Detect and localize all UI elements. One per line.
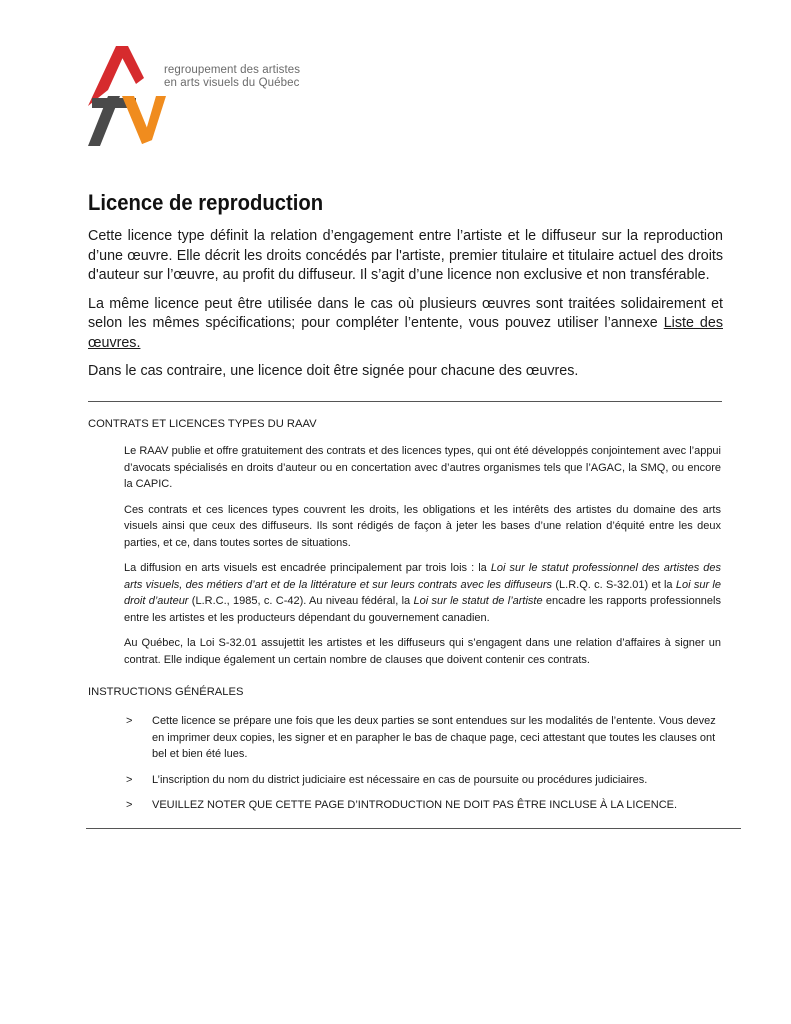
logo-line-2: en arts visuels du Québec bbox=[164, 77, 300, 89]
list-item bbox=[126, 772, 723, 789]
contrats-paragraph-4: Au Québec, la Loi S-32.01 assujettit les artistes et les diffuseurs qui s’engagent dans une relation d’affaires à signer un contrat. Elle indique également un certain nombre de clauses que doivent contenir ces contrats. bbox=[124, 637, 721, 666]
logo-red-stroke-right bbox=[116, 46, 144, 84]
list-item bbox=[126, 713, 723, 763]
chevron-right-icon: > bbox=[126, 773, 133, 786]
instruction-text: VEUILLEZ NOTER QUE CETTE PAGE D’INTRODUCTION NE DOIT PAS ÊTRE INCLUSE À LA LICENCE. bbox=[152, 799, 678, 811]
contrats-section bbox=[124, 443, 721, 677]
logo-orange-right bbox=[142, 96, 166, 144]
raav-logo-mark bbox=[86, 44, 166, 148]
logo-line-1: regroupement des artistes bbox=[164, 64, 301, 76]
intro-paragraph-1: Cette licence type définit la relation d’engagement entre l’artiste et le diffuseur sur la reproduction d’une œuvre. Elle décrit les droits concédés par l'artiste, premier titulaire et titulaire actuel des droits d'auteur sur l’œuvre, au profit du diffuseur. Il s’agit d’une licence non exclusive et non transférable. bbox=[88, 228, 723, 283]
law-title-droit-auteur: Loi sur le droit d’auteur bbox=[124, 578, 721, 607]
list-item bbox=[126, 797, 723, 814]
law-title-statut-professionnel: Loi sur le statut professionnel des artistes des arts visuels, des métiers d’art et de la littérature et sur leurs contrats avec les diffuseurs bbox=[124, 562, 721, 591]
law-text-g: encadre les rapports professionnels entre les artistes et les producteurs dépendant du gouvernement canadien. bbox=[124, 595, 721, 624]
logo-wordmark bbox=[164, 64, 300, 90]
instruction-text: Cette licence se prépare une fois que les deux parties se sont entendues sur les modalités de l’entente. Vous devez en imprimer deux copies, les signer et en parapher le bas de chaque page, ceci attestant que toutes les clauses ont bel et bien été lues. bbox=[152, 715, 716, 760]
law-text-a: La diffusion en arts visuels est encadrée principalement par trois lois : la bbox=[124, 562, 491, 574]
intro-paragraph-2-text: La même licence peut être utilisée dans le cas où plusieurs œuvres sont traitées solidairement et selon les mêmes spécifications; pour compléter l’entente, vous pouvez utiliser l’annexe bbox=[88, 295, 723, 331]
divider-bottom bbox=[86, 828, 741, 829]
chevron-right-icon: > bbox=[126, 715, 133, 727]
law-text-c: (L.R.Q. c. S-32.01) et la bbox=[552, 578, 676, 591]
page-title: Licence de reproduction bbox=[88, 190, 324, 215]
raav-logo bbox=[86, 44, 316, 148]
intro-section bbox=[88, 227, 723, 391]
intro-paragraph-3: Dans le cas contraire, une licence doit être signée pour chacune des œuvres. bbox=[88, 363, 579, 379]
contrats-paragraph-1: Le RAAV publie et offre gratuitement des contrats et des licences types, qui ont été développés conjointement avec l’appui d’avocats spécialisés en droits d’auteur ou en concertation avec d’autres organismes tels que l’AGAC, la SMQ, ou encore la CAPIC. bbox=[124, 445, 721, 490]
instruction-text: L’inscription du nom du district judiciaire est nécessaire en cas de poursuite ou procédures judiciaires. bbox=[152, 773, 648, 786]
divider-top bbox=[88, 401, 722, 402]
contrats-heading: CONTRATS ET LICENCES TYPES DU RAAV bbox=[88, 418, 317, 430]
law-text-e: (L.R.C., 1985, c. C-42). Au niveau fédéral, la bbox=[188, 595, 414, 607]
law-title-statut-artiste: Loi sur le statut de l’artiste bbox=[413, 595, 543, 607]
contrats-paragraph-3 bbox=[124, 560, 721, 626]
intro-paragraph-2 bbox=[88, 295, 723, 354]
instructions-heading: INSTRUCTIONS GÉNÉRALES bbox=[88, 686, 244, 698]
contrats-paragraph-2: Ces contrats et ces licences types couvrent les droits, les obligations et les intérêts des artistes du domaine des arts visuels ainsi que ceux des diffuseurs. Ils sont rédigés de façon à jeter les bases d’une relation d’équité entre les deux parties, et ce, dans toutes sortes de situations. bbox=[124, 503, 721, 549]
chevron-right-icon: > bbox=[126, 799, 133, 811]
liste-des-oeuvres-link[interactable]: Liste des œuvres. bbox=[88, 315, 723, 351]
instructions-list bbox=[126, 713, 723, 823]
